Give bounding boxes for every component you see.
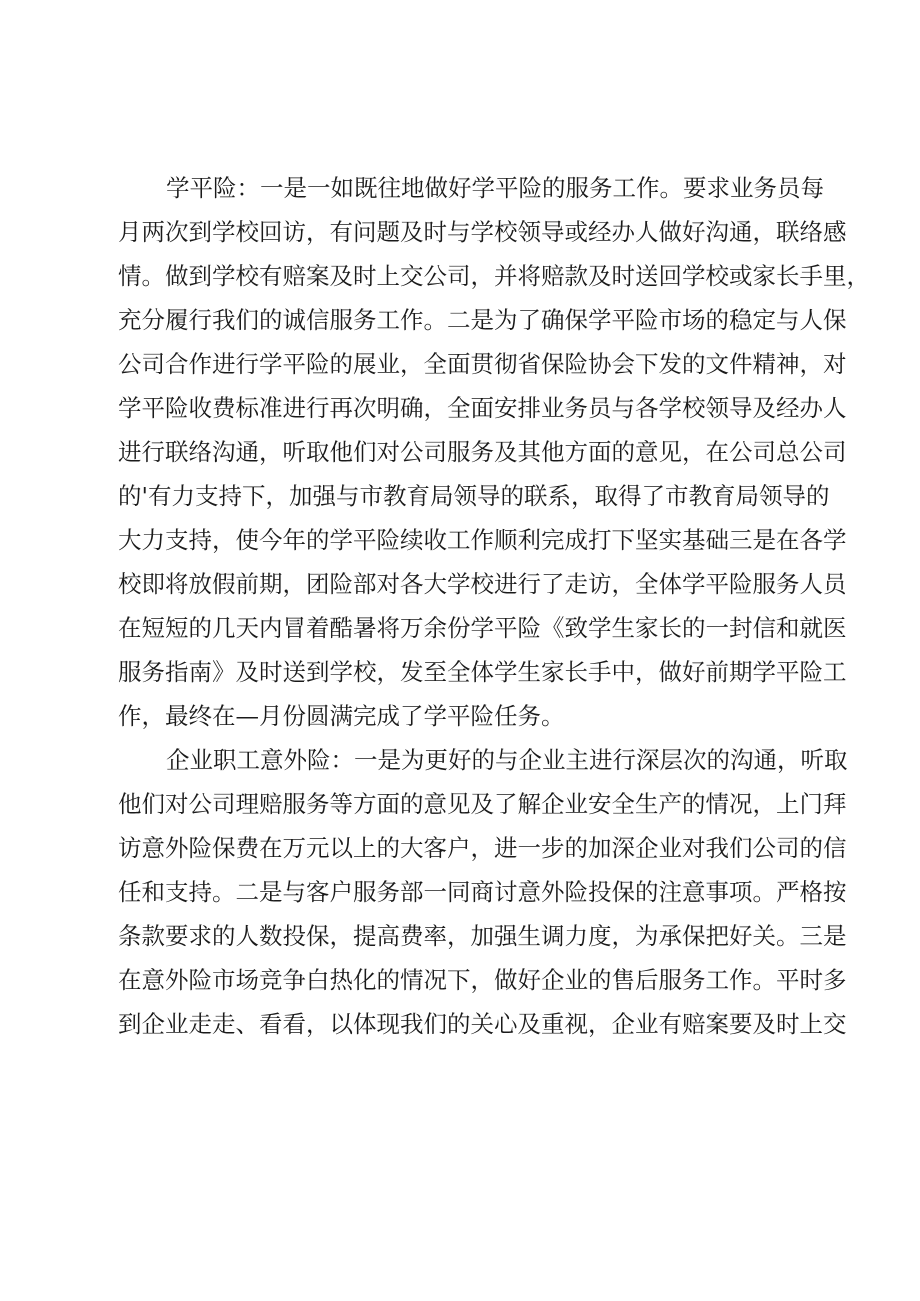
text-line: 进行联络沟通，听取他们对公司服务及其他方面的意见，在公司总公司 (118, 438, 847, 466)
text-line: 公司合作进行学平险的展业，全面贯彻省保险协会下发的文件精神，对 (118, 350, 847, 378)
text-line: 到企业走走、看看，以体现我们的关心及重视，企业有赔案要及时上交 (118, 1010, 847, 1038)
text-line: 月两次到学校回访，有问题及时与学校领导或经办人做好沟通，联络感 (118, 218, 847, 246)
text-line: 服务指南》及时送到学校，发至全体学生家长手中，做好前期学平险工 (118, 658, 847, 686)
text-line: 充分履行我们的诚信服务工作。二是为了确保学平险市场的稳定与人保 (118, 306, 847, 334)
text-line: 作，最终在—月份圆满完成了学平险任务。 (118, 702, 565, 730)
text-line: 任和支持。二是与客户服务部一同商讨意外险投保的注意事项。严格按 (118, 878, 847, 906)
text-line: 在意外险市场竞争白热化的情况下，做好企业的售后服务工作。平时多 (118, 966, 847, 994)
text-line: 校即将放假前期，团险部对各大学校进行了走访，全体学平险服务人员 (118, 570, 847, 598)
text-line: 学平险收费标准进行再次明确，全面安排业务员与各学校领导及经办人 (118, 394, 847, 422)
text-line: 的'有力支持下，加强与市教育局领导的联系，取得了市教育局领导的 (118, 482, 830, 510)
text-line: 情。做到学校有赔案及时上交公司，并将赔款及时送回学校或家长手里， (118, 262, 870, 290)
text-line: 在短短的几天内冒着酷暑将万余份学平险《致学生家长的一封信和就医 (118, 614, 847, 642)
text-line: 访意外险保费在万元以上的大客户，进一步的加深企业对我们公司的信 (118, 834, 847, 862)
text-line: 条款要求的人数投保，提高费率，加强生调力度，为承保把好关。三是 (118, 922, 847, 950)
text-line: 他们对公司理赔服务等方面的意见及了解企业安全生产的情况，上门拜 (118, 790, 847, 818)
text-line: 学平险：一是一如既往地做好学平险的服务工作。要求业务员每 (166, 174, 824, 202)
text-line: 企业职工意外险：一是为更好的与企业主进行深层次的沟通，听取 (166, 746, 848, 774)
text-line: 大力支持，使今年的学平险续收工作顺利完成打下坚实基础三是在各学 (118, 526, 847, 554)
